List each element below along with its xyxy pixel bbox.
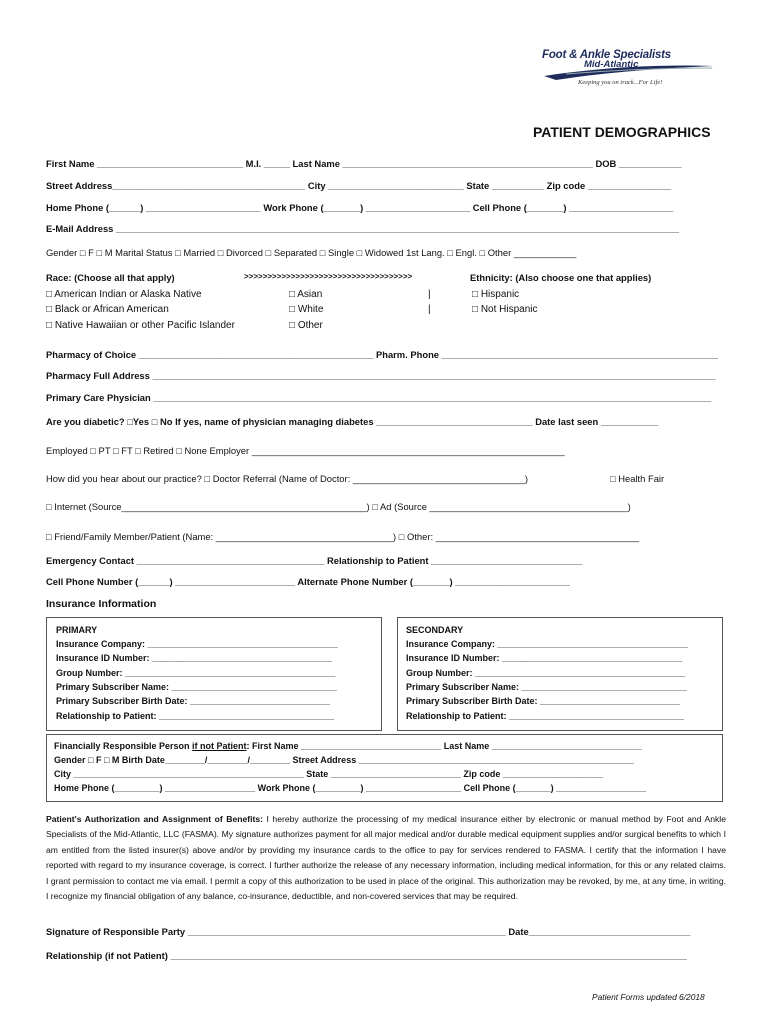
responsible-label: Financially Responsible Person bbox=[54, 741, 193, 751]
logo-line2: Mid-Atlantic bbox=[584, 59, 639, 70]
race-other[interactable]: □ Other bbox=[289, 320, 323, 331]
primary-subscriber-birth[interactable]: Primary Subscriber Birth Date: ____________________________ bbox=[56, 696, 331, 706]
secondary-subscriber-name[interactable]: Primary Subscriber Name: _________________________________ bbox=[406, 682, 687, 692]
health-fair-option[interactable]: □ Health Fair bbox=[610, 473, 665, 484]
name-row[interactable]: First Name ____________________________ M.I. _____ Last Name ________________________________________________ DOB ____________ bbox=[46, 158, 682, 169]
primary-subscriber-name[interactable]: Primary Subscriber Name: _________________________________ bbox=[56, 682, 337, 692]
gender-marital-row[interactable]: Gender □ F □ M Marital Status □ Married □ Divorced □ Separated □ Single □ Widowed 1st Lang. □ Engl. □ Other ____________ bbox=[46, 247, 577, 258]
responsible-gender-row[interactable]: Gender □ F □ M Birth Date________/________/________ Street Address _______________________________________________________ bbox=[54, 755, 634, 765]
divider-bar: | bbox=[428, 304, 431, 315]
ethnicity-hispanic[interactable]: □ Hispanic bbox=[472, 289, 520, 300]
authorization-text: I hereby authorize the processing of my medical insurance either by electronic or manual method by Foot and Ankle Specialists of the Mid-Atlantic, LLC (FASMA). My signature authorizes payment for all major medical and/or durable medical equipment supplies and/or surgical benefits to which I am entitled from the listed insurer(s) above and/or by providing my insurance cards to the office to pay for services rendered to FASMA. I certify that the information I have reported with regard to my insurance coverage, is correct. I further authorize the release of any necessary information, including medical information, for this or any related claims. I grant permission to contact me via email. I permit a copy of this authorization to be used in place of the original. This authorization may be revoked, by me, at any time, in writing. I recognize my financial obligation of any balance, co-insurance, deductible, and non-covered services that may be required. bbox=[46, 814, 726, 902]
race-asian[interactable]: □ Asian bbox=[289, 289, 323, 300]
race-white[interactable]: □ White bbox=[289, 304, 324, 315]
diabetic-row[interactable]: Are you diabetic? □Yes □ No If yes, name of physician managing diabetes ______________________________ Date last seen ___________ bbox=[46, 416, 659, 427]
secondary-group-number[interactable]: Group Number: __________________________________________ bbox=[406, 668, 686, 678]
primary-title: PRIMARY bbox=[56, 625, 98, 635]
if-not-patient-label: if not Patient bbox=[192, 741, 247, 751]
arrows-divider: >>>>>>>>>>>>>>>>>>>>>>>>>>>>>>>>>>>> bbox=[244, 272, 413, 281]
responsible-phone-row[interactable]: Home Phone (_________) __________________ Work Phone (_________) ___________________ Cell Phone (_______) __________________ bbox=[54, 783, 647, 793]
insurance-heading: Insurance Information bbox=[46, 598, 157, 610]
responsible-city-row[interactable]: City ______________________________________________ State __________________________ Zip code ____________________ bbox=[54, 769, 604, 779]
primary-insurance-company[interactable]: Insurance Company: ______________________________________ bbox=[56, 639, 338, 649]
logo-line1: Foot & Ankle Specialists bbox=[542, 49, 671, 61]
referral-row[interactable]: How did you hear about our practice? □ Doctor Referral (Name of Doctor: _________________________________) bbox=[46, 473, 529, 484]
divider-bar: | bbox=[428, 289, 431, 300]
page-title: PATIENT DEMOGRAPHICS bbox=[533, 124, 711, 140]
race-hawaiian[interactable]: □ Native Hawaiian or other Pacific Islander bbox=[46, 320, 235, 331]
relationship-row[interactable]: Relationship (if not Patient) ___________________________________________________________________________________________________ bbox=[46, 950, 687, 961]
signature-row[interactable]: Signature of Responsible Party _____________________________________________________________ Date_______________________________ bbox=[46, 926, 691, 937]
primary-group-number[interactable]: Group Number: __________________________________________ bbox=[56, 668, 336, 678]
pharmacy-address-row[interactable]: Pharmacy Full Address ____________________________________________________________________________________________________________ bbox=[46, 370, 716, 381]
phone-row[interactable]: Home Phone (______) ______________________ Work Phone (_______) ____________________ Cell Phone (_______) ____________________ bbox=[46, 202, 674, 213]
primary-insurance-id[interactable]: Insurance ID Number: ____________________________________ bbox=[56, 653, 333, 663]
company-logo bbox=[536, 46, 716, 96]
address-row[interactable]: Street Address_____________________________________ City __________________________ State __________ Zip code ________________ bbox=[46, 180, 672, 191]
secondary-title: SECONDARY bbox=[406, 625, 464, 635]
friend-other-row[interactable]: □ Friend/Family Member/Patient (Name: __________________________________) □ Other: _______________________________________ bbox=[46, 531, 640, 542]
pharmacy-row[interactable]: Pharmacy of Choice _____________________________________________ Pharm. Phone _____________________________________________________ bbox=[46, 349, 718, 360]
email-row[interactable]: E-Mail Address ____________________________________________________________________________________________________________ bbox=[46, 223, 680, 234]
logo-tagline: Keeping you on track...For Life! bbox=[578, 79, 663, 86]
authorization-paragraph bbox=[46, 812, 726, 904]
emergency-contact-row[interactable]: Emergency Contact ____________________________________ Relationship to Patient _____________________________ bbox=[46, 555, 583, 566]
cell-phone-row[interactable]: Cell Phone Number (______) _______________________ Alternate Phone Number (_______) ______________________ bbox=[46, 576, 570, 587]
secondary-insurance-company[interactable]: Insurance Company: ______________________________________ bbox=[406, 639, 688, 649]
race-label: Race: (Choose all that apply) bbox=[46, 272, 175, 283]
secondary-relationship[interactable]: Relationship to Patient: ___________________________________ bbox=[406, 711, 685, 721]
employment-row[interactable]: Employed □ PT □ FT □ Retired □ None Employer ____________________________________________________________ bbox=[46, 445, 565, 456]
ethnicity-label: Ethnicity: (Also choose one that applies) bbox=[470, 272, 652, 283]
secondary-subscriber-birth[interactable]: Primary Subscriber Birth Date: ____________________________ bbox=[406, 696, 681, 706]
authorization-heading: Patient's Authorization and Assignment of Benefits: bbox=[46, 814, 264, 824]
internet-ad-row[interactable]: □ Internet (Source_______________________________________________) □ Ad (Source ______________________________________) bbox=[46, 501, 631, 512]
primary-care-row[interactable]: Primary Care Physician ___________________________________________________________________________________________________________ bbox=[46, 392, 712, 403]
responsible-name-fields: : First Name ____________________________ Last Name ______________________________ bbox=[246, 741, 642, 751]
ethnicity-not-hispanic[interactable]: □ Not Hispanic bbox=[472, 304, 538, 315]
secondary-insurance-id[interactable]: Insurance ID Number: ____________________________________ bbox=[406, 653, 683, 663]
footer-note: Patient Forms updated 6/2018 bbox=[592, 992, 705, 1002]
race-american-indian[interactable]: □ American Indian or Alaska Native bbox=[46, 289, 202, 300]
responsible-name-row[interactable] bbox=[54, 741, 642, 751]
race-black[interactable]: □ Black or African American bbox=[46, 304, 169, 315]
primary-relationship[interactable]: Relationship to Patient: ___________________________________ bbox=[56, 711, 335, 721]
